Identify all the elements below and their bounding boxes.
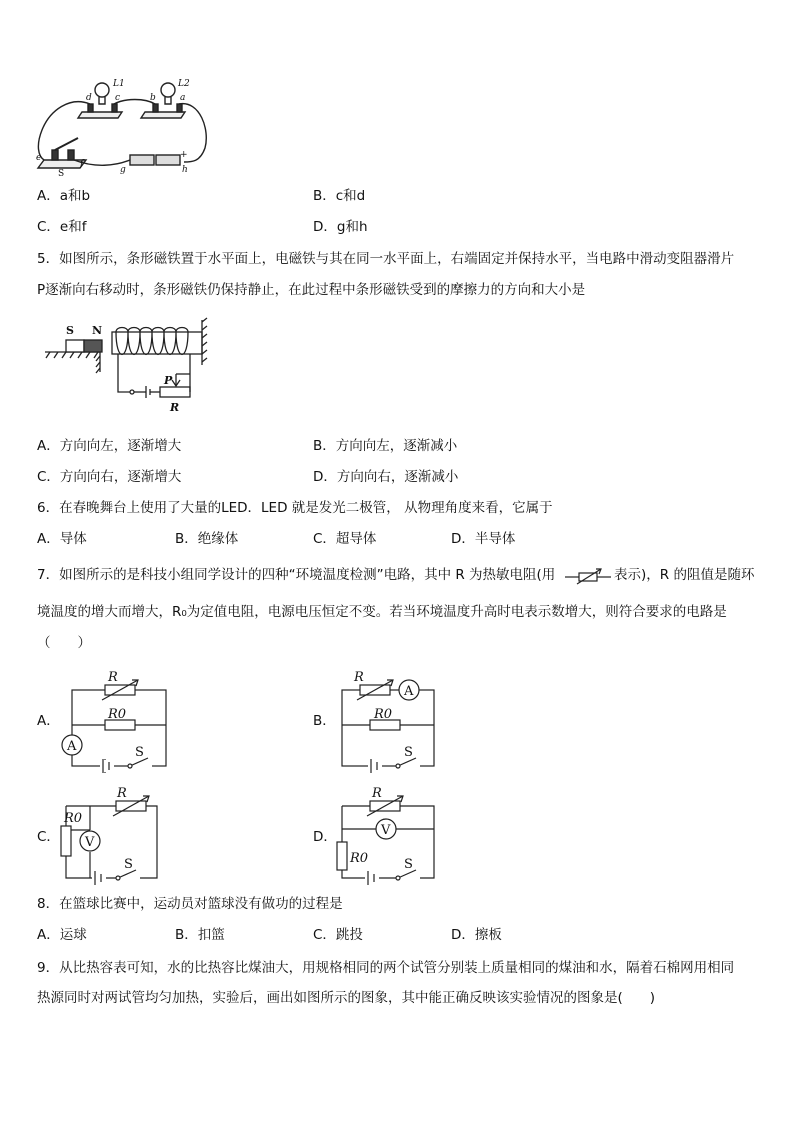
label-d: d — [86, 93, 92, 103]
l2-base — [141, 112, 185, 118]
circuit-d-r0-label: R0 — [350, 851, 369, 866]
circuit-a-switch-label: S — [135, 745, 144, 760]
battery-1 — [130, 155, 154, 165]
label-h: h — [182, 165, 188, 175]
q8-option-d: D．擦板 — [451, 927, 502, 943]
q8-stem: 8．在篮球比赛中，运动员对篮球没有做功的过程是 — [37, 896, 343, 912]
label-l1: L1 — [113, 79, 125, 89]
q6-option-b: B．绝缘体 — [175, 531, 239, 547]
q7-circuits-figure — [0, 660, 794, 890]
circuit-b-r0-label: R0 — [374, 707, 393, 722]
q4-option-d: D．g和h — [313, 219, 368, 235]
q6-stem: 6．在春晚舞台上使用了大量的LED．LED 就是发光二极管， 从物理角度来看，它属于 — [37, 500, 553, 516]
label-plus: + — [180, 150, 188, 160]
q6-option-c: C．超导体 — [313, 531, 377, 547]
q7-option-b: B． — [313, 713, 336, 729]
q4-circuit-figure — [0, 0, 794, 200]
q7-option-a: A． — [37, 713, 60, 729]
q6-option-a: A．导体 — [37, 531, 87, 547]
q5-option-b: B．方向向左，逐渐减小 — [313, 438, 458, 454]
q4-option-a: A．a和b — [37, 188, 91, 204]
circuit-a-r-label: R — [108, 670, 118, 685]
q4-option-b: B．c和d — [313, 188, 366, 204]
bulb-l1-icon — [95, 83, 109, 97]
q5-option-d: D．方向向右，逐渐减小 — [313, 469, 459, 485]
l1-base — [78, 112, 122, 118]
q6-option-d: D．半导体 — [451, 531, 516, 547]
bar-magnet-s — [66, 340, 84, 352]
rheostat-r-label: R — [170, 401, 180, 414]
label-switch-s: S — [58, 169, 65, 179]
circuit-a — [62, 680, 166, 773]
q8-option-b: B．扣篮 — [175, 927, 225, 943]
label-b: b — [150, 93, 156, 103]
rheostat-r — [160, 387, 190, 397]
label-l2: L2 — [178, 79, 190, 89]
thermistor-symbol-icon — [563, 566, 613, 586]
q8-option-a: A．运球 — [37, 927, 87, 943]
magnet-n-label: N — [92, 324, 103, 337]
circuit-b-ammeter-label: A — [404, 684, 414, 699]
q7-stem-line3: （ ） — [37, 635, 91, 651]
q5-stem-line1: 5．如图所示，条形磁铁置于水平面上，电磁铁与其在同一水平面上，右端固定并保持水平，当电路中滑动变阻器滑片 — [37, 251, 735, 267]
label-e: e — [36, 153, 42, 163]
q4-option-c: C．e和f — [37, 219, 87, 235]
q5-stem-line2: P逐渐向右移动时，条形磁铁仍保持静止，在此过程中条形磁铁受到的摩擦力的方向和大小是 — [37, 282, 586, 298]
circuit-d — [337, 796, 434, 885]
q7-stem-line2: 境温度的增大而增大，R₀为定值电阻，电源电压恒定不变。若当环境温度升高时电表示数增大，则符合要求的电路是 — [37, 604, 727, 620]
q5-electromagnet-figure — [0, 310, 794, 430]
circuit-a-ammeter-label: A — [67, 739, 77, 754]
circuit-d-switch-label: S — [404, 857, 413, 872]
q5-option-c: C．方向向右，逐渐增大 — [37, 469, 182, 485]
q7-stem-part1: 7．如图所示的是科技小组同学设计的四种“环境温度检测”电路，其中 R 为热敏电阻(用 — [37, 567, 556, 583]
battery-2 — [156, 155, 180, 165]
q9-stem-line1: 9．从比热容表可知，水的比热容比煤油大，用规格相同的两个试管分别装上质量相同的煤油和水，隔着石棉网用相同 — [37, 960, 735, 976]
circuit-d-r-label: R — [372, 786, 382, 801]
label-a: a — [180, 93, 186, 103]
q5-option-a: A．方向向左，逐渐增大 — [37, 438, 182, 454]
bar-magnet-n — [84, 340, 102, 352]
q7-option-c: C． — [37, 829, 60, 845]
circuit-a-r0-label: R0 — [108, 707, 127, 722]
magnet-s-label: S — [66, 324, 74, 337]
q8-option-c: C．跳投 — [313, 927, 363, 943]
circuit-c-r0-label: R0 — [64, 811, 83, 826]
circuit-c-voltmeter-label: V — [85, 835, 95, 850]
label-f: f — [80, 159, 84, 169]
q7-option-d: D． — [313, 829, 337, 845]
circuit-c — [61, 796, 157, 885]
slider-p-label: P — [164, 374, 173, 387]
circuit-c-switch-label: S — [124, 857, 133, 872]
q9-stem-line2: 热源同时对两试管均匀加热，实验后，画出如图所示的图象，其中能正确反映该实验情况的图象是( ) — [37, 990, 656, 1006]
label-c: c — [115, 93, 121, 103]
circuit-b-r-label: R — [354, 670, 364, 685]
circuit-d-voltmeter-label: V — [381, 823, 391, 838]
circuit-b-switch-label: S — [404, 745, 413, 760]
circuit-c-r-label: R — [117, 786, 127, 801]
label-g: g — [120, 165, 126, 175]
q7-stem-part2: 表示)，R 的阻值是随环 — [614, 567, 755, 583]
bulb-l2-icon — [161, 83, 175, 97]
circuit-b — [342, 680, 434, 773]
